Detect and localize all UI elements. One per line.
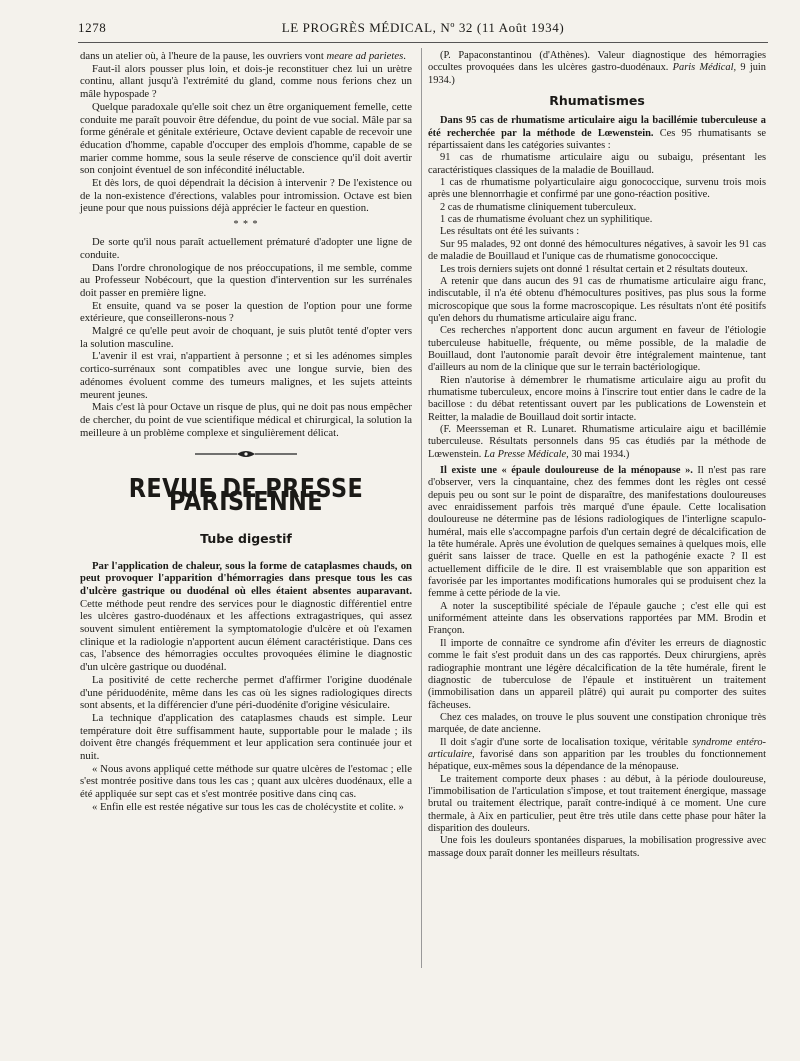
- page-header: [78, 20, 768, 40]
- left-column: [80, 50, 412, 814]
- journal-title: LE PROGRÈS MÉDICAL, Nº 32 (11 Août 1934): [281, 20, 565, 35]
- paragraph: Il existe une « épaule douloureuse de la ménopause ». Il n'est pas rare d'observer, vers la cinquantaine, chez des femmes dont les règles ont cessé depuis peu ou sont sur le point de disparaître, des manifestations douloureuses avec enraidissement parfois très marqué d'une épaule. Cette localisation douloureuse ne détermine pas de lésions radiologiques de l'interligne scapulo-huméral, mais elle s'accompagne parfois d'un certain degré de décalcification de la tête humérale. Après une évolution de quelques semaines à quelques mois, elle guérit sans laisser de trace. Quelle en est la pathogénie exacte ? Il est actuellement difficile de le dire. Il est vraisemblable que son apparition est favorisée par les importantes modifications humorales qui se produisent chez la femme à cette période de la vie.: [428, 465, 767, 600]
- list-item: 1 cas de rhumatisme évoluant chez un syphilitique.: [440, 214, 653, 226]
- paragraph: La positivité de cette recherche permet d'affirmer l'origine duodénale d'une périduodénite, même dans les cas où les signes radiologiques directs sont absents, et la différencier d'une péri-duodénite d'origine vésiculaire.: [80, 673, 412, 712]
- reference: (F. Meersseman et R. Lunaret. Rhumatisme articulaire aigu et bacillémie tuberculeuse. Résultats personnels dans 95 cas étudiés par la méthode de Lœwenstein. La Presse Médicale, 30 mai 1934.): [428, 423, 766, 460]
- ornament-divider-icon: [191, 447, 301, 461]
- paragraph: Une fois les douleurs spontanées disparues, la mobilisation progressive avec massage doux paraît donner les meilleurs résultats.: [428, 835, 766, 859]
- list-item: 91 cas de rhumatisme articulaire aigu ou subaigu, présentant les caractéristiques classiques de la maladie de Bouillaud.: [428, 152, 766, 176]
- section-title-rhumatismes: Rhumatismes: [549, 93, 645, 109]
- list-item: 1 cas de rhumatisme polyarticulaire aigu gonococcique, survenu trois mois après une blennorrhagie et confirmé par une gono-réaction positive.: [428, 177, 766, 201]
- paragraph: Et dès lors, de quoi dépendrait la décision à intervenir ? De l'existence ou de la non-existence d'érections, valables pour intromission. Octave est bien jeune pour que nous puissions déjà apprécier le facteur en question.: [80, 177, 412, 215]
- page-number: 1278: [78, 20, 107, 35]
- paragraph: Le traitement comporte deux phases : au début, à la période douloureuse, l'immobilisation de l'articulation s'impose, et tout traitement énergique, massage brutal ou traitement électrique, paraît contre-indiqué à ce moment. Une cure thermale, à Aix en particulier, peut être très utile dans cette phase pour hâter la disparition des douleurs.: [428, 773, 766, 834]
- revue-de-presse-title: REVUE DE PRESSE PARISIENNE: [128, 474, 364, 518]
- paragraph: Quelque paradoxale qu'elle soit chez un être organiquement femelle, cette conduite me paraît pouvoir être défendue, du point de vue social. Mâle par sa forme générale et génitale extérieure, Octave devient capable de recevoir une éducation d'homme, capable d'occuper des emplois d'homme, capable de se marier comme homme, sous la seule réserve de conscience qu'il doit avertir son conjoint éventuel de son infécondité inéluctable.: [80, 100, 412, 177]
- paragraph: A noter la susceptibilité spéciale de l'épaule gauche ; c'est elle qui est uniformément atteinte dans les observations rapportées par MM. Brodin et Françon.: [428, 600, 766, 637]
- paragraph: Chez ces malades, on trouve le plus souvent une constipation chronique très marquée, de date ancienne.: [428, 711, 766, 736]
- paragraph: dans un atelier où, à l'heure de la pause, les ouvriers vont meare ad parietes.: [80, 50, 406, 62]
- paragraph: Il importe de connaître ce syndrome afin d'éviter les erreurs de diagnostic comme le fait s'est produit dans un des cas rapportés. Deux chirurgiens, après radiographie montrant une légère décalcification de la tête humérale, firent le diagnostic de tuberculose de l'épaule et instituèrent un traitement (immobilisation dans un appareil plâtré) qui aurait pu comporter des suites fâcheuses.: [428, 637, 766, 711]
- column-divider: [421, 48, 422, 968]
- list-item: 2 cas de rhumatisme cliniquement tuberculeux.: [440, 201, 637, 213]
- paragraph: L'avenir il est vrai, n'appartient à personne ; et si les adénomes simples cortico-surrénaux sont compatibles avec une longue survie, bien des adénomes évoluent comme des tumeurs malignes, et les sujets atteints meurent jeunes.: [80, 350, 412, 401]
- paragraph: Ces recherches n'apportent donc aucun argument en faveur de l'étiologie tuberculeuse habituelle, fréquente, ou même possible, de la maladie de Bouillaud, dont l'autonomie paraît devoir être intégralement maintenue, tant d'ailleurs au nom de la clinique que sur le terrain bactériologique.: [428, 325, 766, 374]
- paragraph: Mais c'est là pour Octave un risque de plus, qui ne doit pas nous empêcher de chercher, du point de vue scientifique médical et chirurgical, la solution la meilleure à un problème complexe et singulièrement délicat.: [80, 401, 412, 439]
- paragraph: Dans 95 cas de rhumatisme articulaire aigu la bacillémie tuberculeuse a été recherchée par la méthode de Lœwenstein. Ces 95 rhumatisants se répartissaient dans les catégories suivantes :: [428, 115, 766, 152]
- right-column: [428, 50, 766, 860]
- paragraph: « Nous avons appliqué cette méthode sur quatre ulcères de l'estomac ; elle s'est montrée positive dans tous les cas ; quant aux ulcères duodénaux, elle a été appliquée sur sept cas et s'est montrée positive dans cinq cas.: [80, 762, 412, 801]
- section-break-stars: * * *: [233, 219, 259, 231]
- paragraph: La technique d'application des cataplasmes chauds est simple. Leur température doit être suffisamment haute, supportable pour le malade ; ils doivent être changés fréquemment et leur application sera continuée jour et nuit.: [80, 711, 412, 763]
- section-title-tube-digestif: Tube digestif: [200, 530, 292, 546]
- paragraph: Il doit s'agir d'une sorte de localisation toxique, véritable syndrome entéro-articulaire, favorisé dans son apparition par les troubles du fonctionnement hépatique, eux-mêmes sous la dépendance de la ménopause.: [428, 736, 766, 773]
- header-rule: [78, 42, 768, 43]
- reference: (P. Papaconstantinou (d'Athènes). Valeur diagnostique des hémorragies occultes provoquées dans les ulcères gastro-duodénaux. Paris Médical, 9 juin 1934.): [428, 50, 766, 86]
- paragraph: « Enfin elle est restée négative sur tous les cas de cholécystite et colite. »: [92, 800, 404, 813]
- paragraph: Sur 95 malades, 92 ont donné des hémocultures négatives, à savoir les 91 cas de maladie de Bouillaud et l'unique cas de rhumatisme gonococcique.: [428, 238, 766, 263]
- paragraph: Par l'application de chaleur, sous la forme de cataplasmes chauds, on peut provoquer l'apparition d'hémorragies dans presque tous les cas d'ulcère gastrique ou duodénal où elles étaient absentes auparavant. Cette méthode peut rendre des services pour le diagnostic différentiel entre les ulcères gastro-duodénaux et les affections extragastriques, qui assez souvent simulent entièrement la symptomatologie d'ulcère et où l'examen clinique et la radiologie n'apportent aucun élément caractéristique. Dans ces cas, l'absence des hémorragies occultes provoquées élimine le diagnostic d'un ulcère gastrique ou duodénal.: [80, 559, 412, 674]
- paragraph: De sorte qu'il nous paraît actuellement prématuré d'adopter une ligne de conduite.: [80, 236, 412, 261]
- paragraph: Faut-il alors pousser plus loin, et dois-je reconstituer chez lui un urètre continu, allant jusqu'à l'extrémité du gland, comme nous ferions chez un mâle hypospade ?: [80, 62, 412, 101]
- paragraph: Les trois derniers sujets ont donné 1 résultat certain et 2 résultats douteux.: [440, 263, 748, 275]
- paragraph: Rien n'autorise à démembrer le rhumatisme articulaire aigu au profit du rhumatisme tuberculeux, encore moins à l'inscrire tout entier dans le cadre de la bacillose : du débat retentissant ouvert par les publications de Lowenstein et Reitter, la maladie de Bouillaud doit sortir intacte.: [428, 374, 766, 423]
- paragraph: A retenir que dans aucun des 91 cas de rhumatisme articulaire aigu franc, indiscutable, il n'a été obtenu d'hémocultures positives, pas plus sous la forme microscopique que sous la forme macroscopique. Les résultats n'ont été positifs qu'en dehors du rhumatisme articulaire aigu franc.: [428, 275, 766, 324]
- paragraph: Malgré ce qu'elle peut avoir de choquant, je suis plutôt tenté d'opter vers la solution masculine.: [80, 325, 412, 350]
- paragraph: Dans l'ordre chronologique de nos préoccupations, il me semble, comme au Professeur Nobécourt, que la question d'intervention sur les surrénales doit passer en première ligne.: [80, 261, 412, 299]
- paragraph: Et ensuite, quand va se poser la question de l'option pour une forme extérieure, que conseillerons-nous ?: [80, 299, 412, 325]
- paragraph: Les résultats ont été les suivants :: [440, 226, 580, 238]
